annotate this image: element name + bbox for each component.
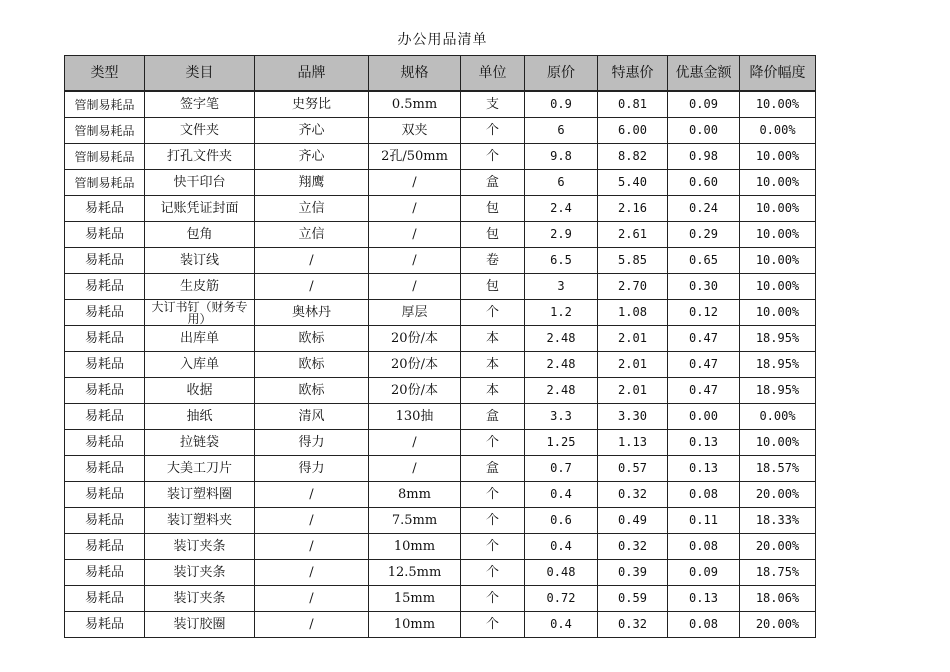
discount-rate-cell[interactable]: 10.00% <box>740 248 816 274</box>
original-price-cell[interactable]: 3 <box>525 274 598 300</box>
special-price-cell[interactable]: 6.00 <box>598 118 668 144</box>
discount-amount-cell[interactable]: 0.09 <box>668 560 740 586</box>
spec-cell[interactable]: 8mm <box>369 482 461 508</box>
spec-cell[interactable]: 10mm <box>369 534 461 560</box>
header-discount-amount[interactable]: 优惠金额 <box>668 56 740 92</box>
original-price-cell[interactable]: 6.5 <box>525 248 598 274</box>
unit-cell[interactable]: 个 <box>461 144 525 170</box>
brand-cell[interactable]: / <box>255 274 369 300</box>
category-cell[interactable]: 装订线 <box>145 248 255 274</box>
brand-cell[interactable]: 立信 <box>255 196 369 222</box>
brand-cell[interactable]: 翔鹰 <box>255 170 369 196</box>
table-row <box>65 91 816 118</box>
unit-cell[interactable]: 个 <box>461 560 525 586</box>
original-price-cell[interactable]: 0.7 <box>525 456 598 482</box>
special-price-cell[interactable]: 2.61 <box>598 222 668 248</box>
table-row <box>65 222 816 248</box>
brand-cell[interactable]: 欧标 <box>255 352 369 378</box>
original-price-cell[interactable]: 2.48 <box>525 352 598 378</box>
unit-cell[interactable]: 个 <box>461 482 525 508</box>
discount-amount-cell[interactable]: 0.13 <box>668 430 740 456</box>
special-price-cell[interactable]: 0.32 <box>598 612 668 638</box>
discount-amount-cell[interactable]: 0.24 <box>668 196 740 222</box>
spec-cell[interactable]: 12.5mm <box>369 560 461 586</box>
header-type[interactable]: 类型 <box>65 56 145 92</box>
unit-cell[interactable]: 本 <box>461 352 525 378</box>
original-price-cell[interactable]: 2.4 <box>525 196 598 222</box>
category-cell[interactable]: 收据 <box>145 378 255 404</box>
unit-cell[interactable]: 本 <box>461 326 525 352</box>
discount-amount-cell[interactable]: 0.12 <box>668 300 740 326</box>
unit-cell[interactable]: 个 <box>461 118 525 144</box>
unit-cell[interactable]: 盒 <box>461 456 525 482</box>
original-price-cell[interactable]: 0.48 <box>525 560 598 586</box>
table-row <box>65 612 816 638</box>
original-price-cell[interactable]: 6 <box>525 170 598 196</box>
type-cell[interactable]: 易耗品 <box>65 404 145 430</box>
unit-cell[interactable]: 包 <box>461 274 525 300</box>
table-row <box>65 170 816 196</box>
category-cell[interactable]: 大美工刀片 <box>145 456 255 482</box>
brand-cell[interactable]: 得力 <box>255 430 369 456</box>
unit-cell[interactable]: 个 <box>461 612 525 638</box>
category-cell[interactable]: 打孔文件夹 <box>145 144 255 170</box>
header-brand[interactable]: 品牌 <box>255 56 369 92</box>
discount-rate-cell[interactable]: 10.00% <box>740 430 816 456</box>
category-cell[interactable]: 快干印台 <box>145 170 255 196</box>
unit-cell[interactable]: 盒 <box>461 170 525 196</box>
discount-rate-cell[interactable]: 10.00% <box>740 196 816 222</box>
category-cell[interactable]: 装订胶圈 <box>145 612 255 638</box>
special-price-cell[interactable]: 0.39 <box>598 560 668 586</box>
special-price-cell[interactable]: 0.32 <box>598 534 668 560</box>
table-row <box>65 144 816 170</box>
category-cell[interactable]: 装订夹条 <box>145 534 255 560</box>
brand-cell[interactable]: 齐心 <box>255 118 369 144</box>
type-cell[interactable]: 易耗品 <box>65 482 145 508</box>
discount-rate-cell[interactable]: 10.00% <box>740 144 816 170</box>
original-price-cell[interactable]: 9.8 <box>525 144 598 170</box>
header-discount-rate[interactable]: 降价幅度 <box>740 56 816 92</box>
type-cell[interactable]: 易耗品 <box>65 196 145 222</box>
office-supplies-table <box>64 55 816 638</box>
table-row <box>65 274 816 300</box>
discount-rate-cell[interactable]: 10.00% <box>740 274 816 300</box>
discount-amount-cell[interactable]: 0.13 <box>668 456 740 482</box>
original-price-cell[interactable]: 0.9 <box>525 91 598 118</box>
original-price-cell[interactable]: 3.3 <box>525 404 598 430</box>
discount-rate-cell[interactable]: 10.00% <box>740 170 816 196</box>
spec-cell[interactable]: 双夹 <box>369 118 461 144</box>
brand-cell[interactable]: 史努比 <box>255 91 369 118</box>
discount-amount-cell[interactable]: 0.08 <box>668 482 740 508</box>
type-cell[interactable]: 易耗品 <box>65 534 145 560</box>
discount-rate-cell[interactable]: 20.00% <box>740 612 816 638</box>
discount-rate-cell[interactable]: 10.00% <box>740 300 816 326</box>
unit-cell[interactable]: 个 <box>461 430 525 456</box>
brand-cell[interactable]: 清风 <box>255 404 369 430</box>
spec-cell[interactable]: 20份/本 <box>369 352 461 378</box>
spec-cell[interactable]: 7.5mm <box>369 508 461 534</box>
table-row <box>65 118 816 144</box>
spec-cell[interactable]: 0.5mm <box>369 91 461 118</box>
discount-amount-cell[interactable]: 0.00 <box>668 404 740 430</box>
header-special-price[interactable]: 特惠价 <box>598 56 668 92</box>
original-price-cell[interactable]: 1.2 <box>525 300 598 326</box>
spec-cell[interactable]: 厚层 <box>369 300 461 326</box>
category-cell[interactable]: 装订夹条 <box>145 560 255 586</box>
type-cell[interactable]: 易耗品 <box>65 430 145 456</box>
category-cell[interactable]: 装订塑料夹 <box>145 508 255 534</box>
table-row <box>65 534 816 560</box>
discount-amount-cell[interactable]: 0.98 <box>668 144 740 170</box>
table-row <box>65 560 816 586</box>
table-row <box>65 404 816 430</box>
spec-cell[interactable]: 20份/本 <box>369 378 461 404</box>
brand-cell[interactable]: / <box>255 586 369 612</box>
spec-cell[interactable]: / <box>369 248 461 274</box>
special-price-cell[interactable]: 0.49 <box>598 508 668 534</box>
header-row <box>65 56 816 92</box>
type-cell[interactable]: 管制易耗品 <box>65 170 145 196</box>
unit-cell[interactable]: 个 <box>461 300 525 326</box>
discount-amount-cell[interactable]: 0.60 <box>668 170 740 196</box>
type-cell[interactable]: 易耗品 <box>65 274 145 300</box>
table-row <box>65 456 816 482</box>
unit-cell[interactable]: 本 <box>461 378 525 404</box>
special-price-cell[interactable]: 2.01 <box>598 352 668 378</box>
table-body <box>65 91 816 638</box>
type-cell[interactable]: 易耗品 <box>65 612 145 638</box>
discount-amount-cell[interactable]: 0.47 <box>668 352 740 378</box>
table-row <box>65 196 816 222</box>
discount-rate-cell[interactable]: 10.00% <box>740 91 816 118</box>
original-price-cell[interactable]: 0.4 <box>525 612 598 638</box>
unit-cell[interactable]: 个 <box>461 508 525 534</box>
special-price-cell[interactable]: 1.08 <box>598 300 668 326</box>
brand-cell[interactable]: / <box>255 560 369 586</box>
unit-cell[interactable]: 个 <box>461 534 525 560</box>
special-price-cell[interactable]: 2.01 <box>598 326 668 352</box>
original-price-cell[interactable]: 2.48 <box>525 326 598 352</box>
category-cell[interactable]: 文件夹 <box>145 118 255 144</box>
brand-cell[interactable]: 欧标 <box>255 378 369 404</box>
spec-cell[interactable]: 15mm <box>369 586 461 612</box>
discount-amount-cell[interactable]: 0.11 <box>668 508 740 534</box>
discount-amount-cell[interactable]: 0.30 <box>668 274 740 300</box>
original-price-cell[interactable]: 2.9 <box>525 222 598 248</box>
brand-cell[interactable]: 奥林丹 <box>255 300 369 326</box>
discount-rate-cell[interactable]: 18.57% <box>740 456 816 482</box>
type-cell[interactable]: 管制易耗品 <box>65 144 145 170</box>
type-cell[interactable]: 易耗品 <box>65 456 145 482</box>
discount-amount-cell[interactable]: 0.29 <box>668 222 740 248</box>
discount-rate-cell[interactable]: 18.75% <box>740 560 816 586</box>
original-price-cell[interactable]: 0.4 <box>525 482 598 508</box>
table-row <box>65 508 816 534</box>
discount-amount-cell[interactable]: 0.09 <box>668 91 740 118</box>
category-cell[interactable]: 大订书钉（财务专用） <box>145 300 255 326</box>
original-price-cell[interactable]: 0.72 <box>525 586 598 612</box>
category-cell[interactable]: 记账凭证封面 <box>145 196 255 222</box>
special-price-cell[interactable]: 5.40 <box>598 170 668 196</box>
discount-amount-cell[interactable]: 0.08 <box>668 534 740 560</box>
spec-cell[interactable]: / <box>369 274 461 300</box>
type-cell[interactable]: 易耗品 <box>65 586 145 612</box>
category-cell[interactable]: 入库单 <box>145 352 255 378</box>
special-price-cell[interactable]: 1.13 <box>598 430 668 456</box>
category-cell[interactable]: 出库单 <box>145 326 255 352</box>
discount-rate-cell[interactable]: 0.00% <box>740 404 816 430</box>
type-cell[interactable]: 易耗品 <box>65 352 145 378</box>
spec-cell[interactable]: / <box>369 222 461 248</box>
table-row <box>65 482 816 508</box>
unit-cell[interactable]: 盒 <box>461 404 525 430</box>
spec-cell[interactable]: / <box>369 170 461 196</box>
unit-cell[interactable]: 卷 <box>461 248 525 274</box>
spec-cell[interactable]: / <box>369 456 461 482</box>
spec-cell[interactable]: / <box>369 430 461 456</box>
discount-rate-cell[interactable]: 18.95% <box>740 326 816 352</box>
unit-cell[interactable]: 包 <box>461 196 525 222</box>
type-cell[interactable]: 易耗品 <box>65 222 145 248</box>
discount-rate-cell[interactable]: 18.33% <box>740 508 816 534</box>
original-price-cell[interactable]: 0.4 <box>525 534 598 560</box>
brand-cell[interactable]: / <box>255 248 369 274</box>
special-price-cell[interactable]: 0.81 <box>598 91 668 118</box>
type-cell[interactable]: 易耗品 <box>65 378 145 404</box>
brand-cell[interactable]: / <box>255 482 369 508</box>
discount-amount-cell[interactable]: 0.08 <box>668 612 740 638</box>
table-row <box>65 300 816 326</box>
special-price-cell[interactable]: 0.59 <box>598 586 668 612</box>
brand-cell[interactable]: 齐心 <box>255 144 369 170</box>
brand-cell[interactable]: 得力 <box>255 456 369 482</box>
table-row <box>65 352 816 378</box>
spec-cell[interactable]: 130抽 <box>369 404 461 430</box>
table-row <box>65 378 816 404</box>
header-spec[interactable]: 规格 <box>369 56 461 92</box>
unit-cell[interactable]: 支 <box>461 91 525 118</box>
original-price-cell[interactable]: 2.48 <box>525 378 598 404</box>
special-price-cell[interactable]: 3.30 <box>598 404 668 430</box>
type-cell[interactable]: 易耗品 <box>65 326 145 352</box>
type-cell[interactable]: 易耗品 <box>65 508 145 534</box>
discount-amount-cell[interactable]: 0.47 <box>668 378 740 404</box>
category-cell[interactable]: 抽纸 <box>145 404 255 430</box>
special-price-cell[interactable]: 8.82 <box>598 144 668 170</box>
category-cell[interactable]: 装订塑料圈 <box>145 482 255 508</box>
discount-rate-cell[interactable]: 18.95% <box>740 352 816 378</box>
unit-cell[interactable]: 包 <box>461 222 525 248</box>
table-row <box>65 586 816 612</box>
unit-cell[interactable]: 个 <box>461 586 525 612</box>
header-original-price[interactable]: 原价 <box>525 56 598 92</box>
special-price-cell[interactable]: 5.85 <box>598 248 668 274</box>
type-cell[interactable]: 易耗品 <box>65 560 145 586</box>
header-unit[interactable]: 单位 <box>461 56 525 92</box>
type-cell[interactable]: 管制易耗品 <box>65 118 145 144</box>
table-row <box>65 326 816 352</box>
discount-rate-cell[interactable]: 20.00% <box>740 482 816 508</box>
brand-cell[interactable]: 欧标 <box>255 326 369 352</box>
special-price-cell[interactable]: 0.32 <box>598 482 668 508</box>
original-price-cell[interactable]: 1.25 <box>525 430 598 456</box>
discount-rate-cell[interactable]: 18.95% <box>740 378 816 404</box>
discount-rate-cell[interactable]: 18.06% <box>740 586 816 612</box>
header-category[interactable]: 类目 <box>145 56 255 92</box>
discount-rate-cell[interactable]: 10.00% <box>740 222 816 248</box>
spec-cell[interactable]: 10mm <box>369 612 461 638</box>
brand-cell[interactable]: / <box>255 534 369 560</box>
discount-amount-cell[interactable]: 0.47 <box>668 326 740 352</box>
category-cell[interactable]: 签字笔 <box>145 91 255 118</box>
special-price-cell[interactable]: 0.57 <box>598 456 668 482</box>
discount-rate-cell[interactable]: 20.00% <box>740 534 816 560</box>
type-cell[interactable]: 易耗品 <box>65 248 145 274</box>
special-price-cell[interactable]: 2.16 <box>598 196 668 222</box>
spec-cell[interactable]: 2孔/50mm <box>369 144 461 170</box>
type-cell[interactable]: 管制易耗品 <box>65 91 145 118</box>
brand-cell[interactable]: 立信 <box>255 222 369 248</box>
special-price-cell[interactable]: 2.70 <box>598 274 668 300</box>
discount-amount-cell[interactable]: 0.00 <box>668 118 740 144</box>
original-price-cell[interactable]: 6 <box>525 118 598 144</box>
spec-cell[interactable]: / <box>369 196 461 222</box>
discount-amount-cell[interactable]: 0.65 <box>668 248 740 274</box>
discount-amount-cell[interactable]: 0.13 <box>668 586 740 612</box>
special-price-cell[interactable]: 2.01 <box>598 378 668 404</box>
brand-cell[interactable]: / <box>255 508 369 534</box>
category-cell[interactable]: 生皮筋 <box>145 274 255 300</box>
category-cell[interactable]: 装订夹条 <box>145 586 255 612</box>
table-row <box>65 430 816 456</box>
discount-rate-cell[interactable]: 0.00% <box>740 118 816 144</box>
original-price-cell[interactable]: 0.6 <box>525 508 598 534</box>
type-cell[interactable]: 易耗品 <box>65 300 145 326</box>
table-row <box>65 248 816 274</box>
sheet-title: 办公用品清单 <box>397 32 488 48</box>
brand-cell[interactable]: / <box>255 612 369 638</box>
category-cell[interactable]: 包角 <box>145 222 255 248</box>
spec-cell[interactable]: 20份/本 <box>369 326 461 352</box>
category-cell[interactable]: 拉链袋 <box>145 430 255 456</box>
